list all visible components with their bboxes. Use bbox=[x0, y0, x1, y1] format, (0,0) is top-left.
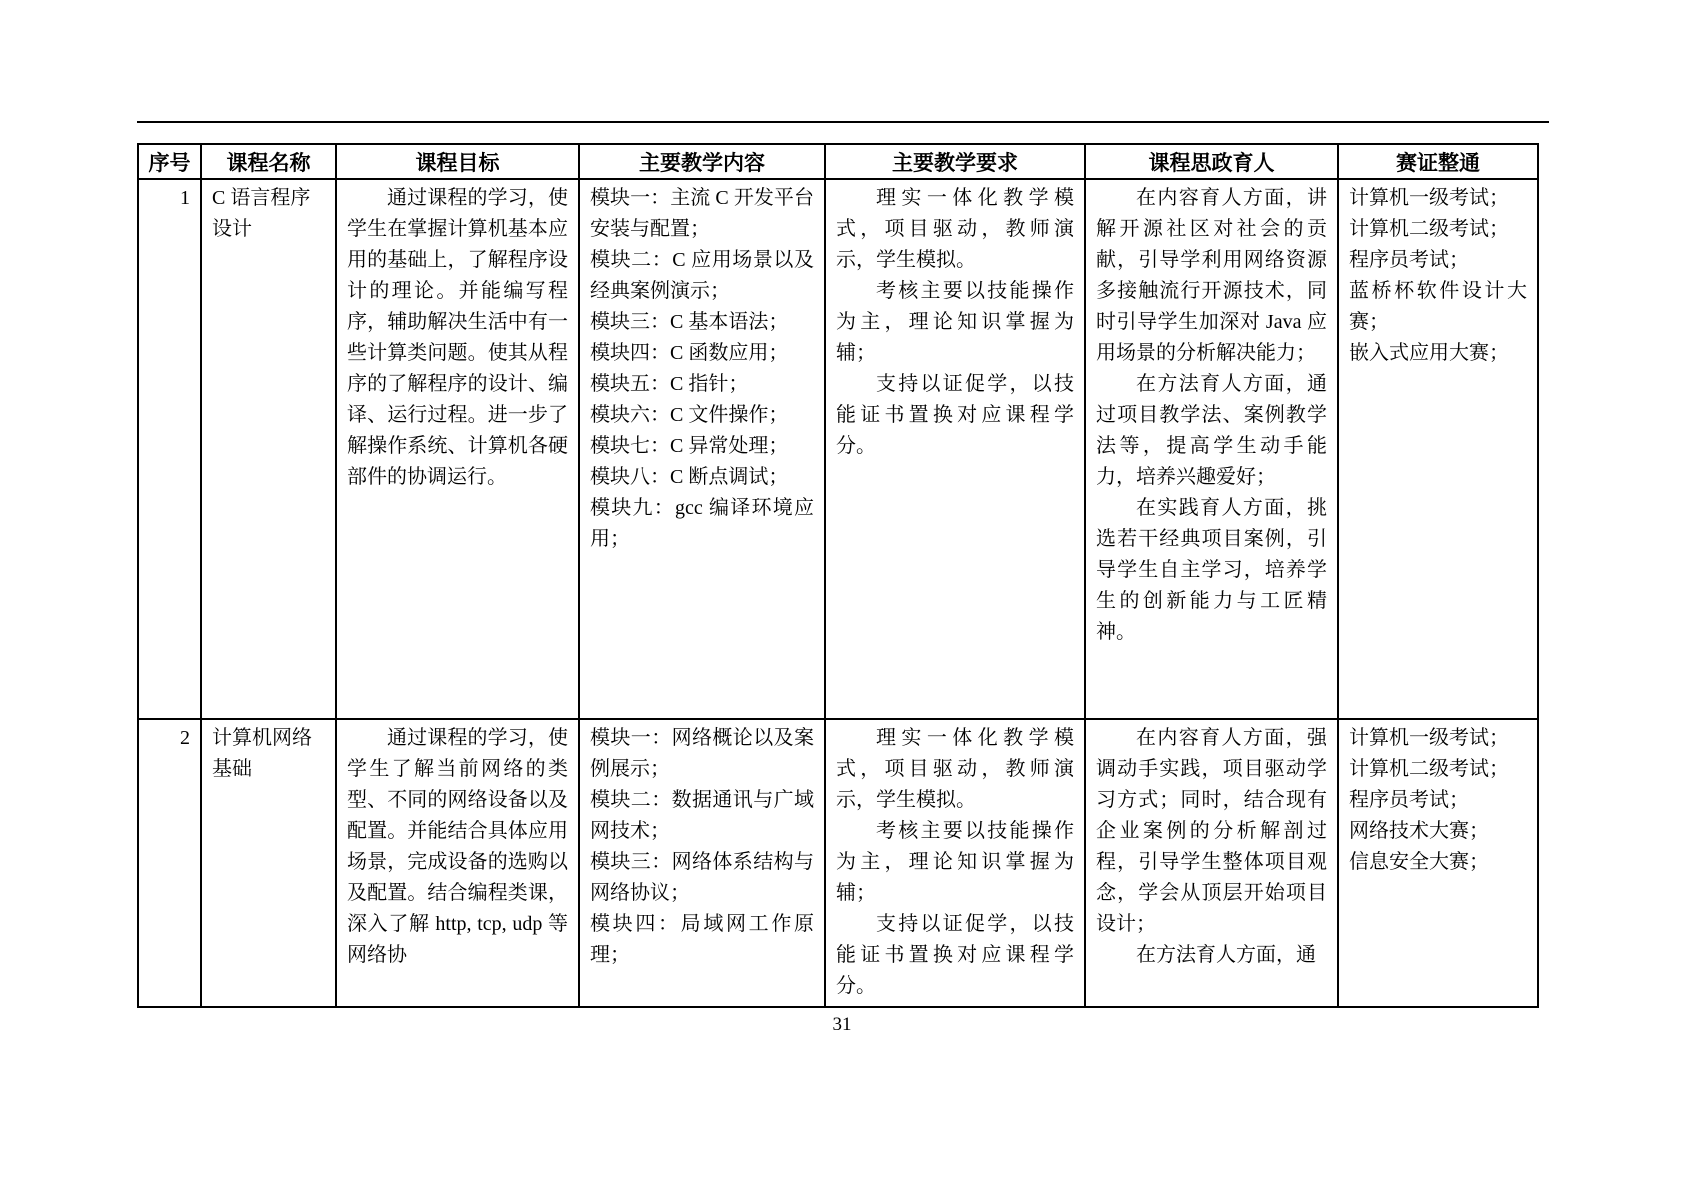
objective-paragraph: 通过课程的学习，使学生了解当前网络的类型、不同的网络设备以及配置。并能结合具体应用场景，完成设备的选购以及配置。结合编程类课，深入了解 http, tcp, udp 等网络协 bbox=[347, 727, 568, 966]
cert-item: 计算机二级考试； bbox=[1349, 758, 1509, 780]
content-item: 模块六：C 文件操作； bbox=[590, 404, 789, 426]
header-cell-objectives: 课程目标 bbox=[336, 144, 579, 179]
cell-index: 2 bbox=[138, 719, 201, 1007]
content-item: 模块二：数据通讯与广域网技术； bbox=[590, 789, 814, 842]
cell-objectives bbox=[336, 719, 579, 1007]
header-cell-index: 序号 bbox=[138, 144, 201, 179]
header-cell-ideology: 课程思政育人 bbox=[1085, 144, 1338, 179]
content-item: 模块一：网络概论以及案例展示； bbox=[590, 727, 814, 780]
content-item: 模块三：C 基本语法； bbox=[590, 311, 789, 333]
content-item: 模块四：局域网工作原理； bbox=[590, 913, 814, 966]
header-cell-certs: 赛证整通 bbox=[1338, 144, 1538, 179]
cell-requirements bbox=[825, 179, 1085, 719]
requirement-paragraph: 考核主要以技能操作为主，理论知识掌握为辅； bbox=[836, 280, 1074, 364]
cell-certs bbox=[1338, 179, 1538, 719]
cell-content bbox=[579, 719, 825, 1007]
cert-item: 计算机一级考试； bbox=[1349, 727, 1509, 749]
cell-objectives bbox=[336, 179, 579, 719]
courses-table bbox=[137, 143, 1539, 1008]
content-item: 模块九：gcc 编译环境应用； bbox=[590, 497, 814, 550]
cell-course-name: 计算机网络基础 bbox=[201, 719, 336, 1007]
requirement-paragraph: 支持以证促学，以技能证书置换对应课程学分。 bbox=[836, 373, 1074, 457]
content-item: 模块七：C 异常处理； bbox=[590, 435, 789, 457]
requirement-paragraph: 理实一体化教学模式，项目驱动，教师演示，学生模拟。 bbox=[836, 187, 1074, 271]
cell-requirements bbox=[825, 719, 1085, 1007]
header-rule bbox=[137, 121, 1549, 123]
page-number: 31 bbox=[832, 1014, 852, 1035]
content-item: 模块一：主流 C 开发平台安装与配置； bbox=[590, 187, 814, 240]
ideology-paragraph: 在内容育人方面，强调动手实践，项目驱动学习方式；同时，结合现有企业案例的分析解剖过程，引导学生整体项目观念，学会从顶层开始项目设计； bbox=[1096, 727, 1327, 935]
requirement-paragraph: 理实一体化教学模式，项目驱动，教师演示，学生模拟。 bbox=[836, 727, 1074, 811]
table-row bbox=[138, 719, 1538, 1007]
cert-item: 嵌入式应用大赛； bbox=[1349, 342, 1509, 364]
cell-course-name: C 语言程序设计 bbox=[201, 179, 336, 719]
content-item: 模块三：网络体系结构与网络协议； bbox=[590, 851, 814, 904]
ideology-paragraph: 在内容育人方面，讲解开源社区对社会的贡献，引导学利用网络资源多接触流行开源技术，同时引导学生加深对 Java 应用场景的分析解决能力； bbox=[1096, 187, 1327, 364]
header-cell-course-name: 课程名称 bbox=[201, 144, 336, 179]
header-cell-content: 主要教学内容 bbox=[579, 144, 825, 179]
ideology-paragraph: 在实践育人方面，挑选若干经典项目案例，引导学生自主学习，培养学生的创新能力与工匠精神。 bbox=[1096, 497, 1327, 643]
cert-item: 程序员考试； bbox=[1349, 789, 1469, 811]
content-item: 模块二：C 应用场景以及经典案例演示； bbox=[590, 249, 814, 302]
requirement-paragraph: 考核主要以技能操作为主，理论知识掌握为辅； bbox=[836, 820, 1074, 904]
cell-ideology bbox=[1085, 719, 1338, 1007]
cert-item: 计算机一级考试； bbox=[1349, 187, 1509, 209]
requirement-paragraph: 支持以证促学，以技能证书置换对应课程学分。 bbox=[836, 913, 1074, 997]
content-item: 模块五：C 指针； bbox=[590, 373, 749, 395]
ideology-paragraph: 在方法育人方面，通过项目教学法、案例教学法等，提高学生动手能力，培养兴趣爱好； bbox=[1096, 373, 1327, 488]
table-row bbox=[138, 179, 1538, 719]
cell-index: 1 bbox=[138, 179, 201, 719]
content-item: 模块四：C 函数应用； bbox=[590, 342, 789, 364]
table-header-row bbox=[138, 144, 1538, 179]
ideology-paragraph: 在方法育人方面，通 bbox=[1136, 944, 1316, 966]
content-item: 模块八：C 断点调试； bbox=[590, 466, 789, 488]
cert-item: 程序员考试； bbox=[1349, 249, 1469, 271]
cert-item: 网络技术大赛； bbox=[1349, 820, 1489, 842]
table-body bbox=[138, 179, 1538, 1007]
cert-item: 信息安全大赛； bbox=[1349, 851, 1489, 873]
objective-paragraph: 通过课程的学习，使学生在掌握计算机基本应用的基础上，了解程序设计的理论。并能编写程序，辅助解决生活中有一些计算类问题。使其从程序的了解程序的设计、编译、运行过程。进一步了解操作系统、计算机各硬部件的协调运行。 bbox=[347, 187, 568, 488]
cell-ideology bbox=[1085, 179, 1338, 719]
cert-item: 计算机二级考试； bbox=[1349, 218, 1509, 240]
cell-content bbox=[579, 179, 825, 719]
header-cell-requirements: 主要教学要求 bbox=[825, 144, 1085, 179]
cell-certs bbox=[1338, 719, 1538, 1007]
cert-item: 蓝桥杯软件设计大赛； bbox=[1349, 280, 1527, 333]
